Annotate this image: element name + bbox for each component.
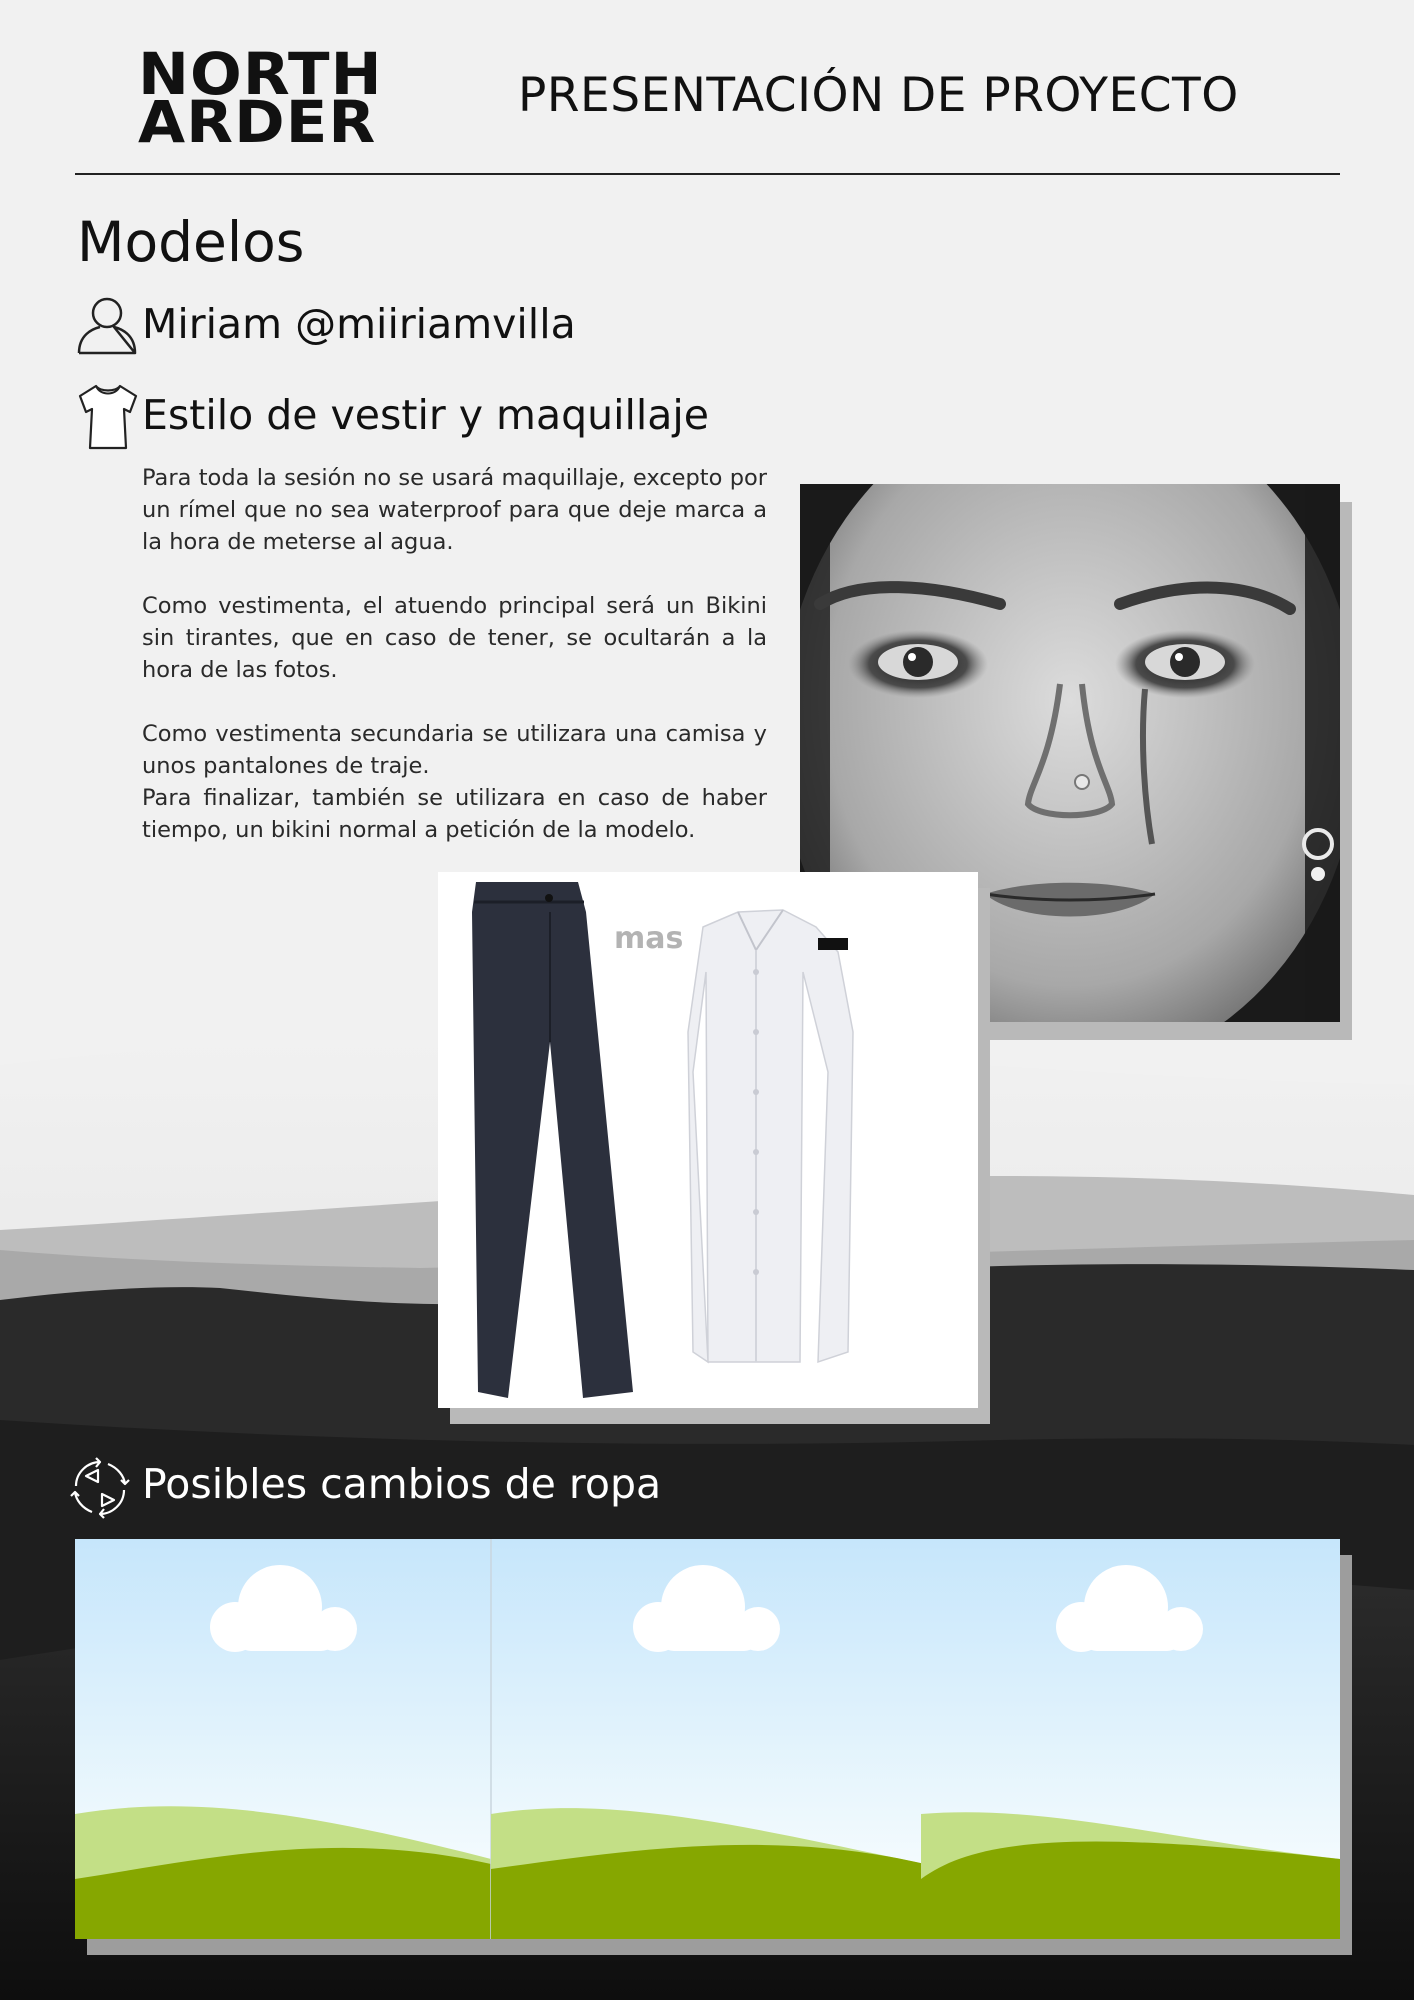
placeholder-gallery xyxy=(75,1539,1340,1939)
header-divider xyxy=(75,173,1340,175)
logo-line-arder: ARDER xyxy=(138,88,377,156)
style-heading: Estilo de vestir y maquillaje xyxy=(142,391,710,439)
clothes-photo xyxy=(438,872,978,1408)
paragraph-final-outfit: Para finalizar, también se utilizara en caso de haber tiempo, un bikini normal a petición de la modelo. xyxy=(142,785,767,843)
logo-line-north: NORTH xyxy=(138,40,383,108)
north-arder-logo xyxy=(138,40,388,156)
recycle-arrows-icon xyxy=(68,1456,132,1520)
model-name: Miriam @miiriamvilla xyxy=(142,300,576,348)
changes-heading: Posibles cambios de ropa xyxy=(142,1460,662,1508)
section-title-modelos: Modelos xyxy=(77,210,305,274)
user-icon xyxy=(76,293,138,355)
paragraph-main-outfit: Como vestimenta, el atuendo principal será un Bikini sin tirantes, que en caso de tener, se ocultarán a la hora de las fotos. xyxy=(142,593,767,683)
page-title: PRESENTACIÓN DE PROYECTO xyxy=(518,68,1239,123)
paragraph-makeup: Para toda la sesión no se usará maquillaje, excepto por un rímel que no sea waterproof para que deje marca a la hora de meterse al agua. xyxy=(142,465,767,555)
paragraph-secondary-outfit: Como vestimenta secundaria se utilizara una camisa y unos pantalones de traje. xyxy=(142,721,767,779)
style-description xyxy=(142,462,767,846)
tshirt-icon xyxy=(76,382,140,452)
clothes-watermark: mas xyxy=(614,921,684,956)
